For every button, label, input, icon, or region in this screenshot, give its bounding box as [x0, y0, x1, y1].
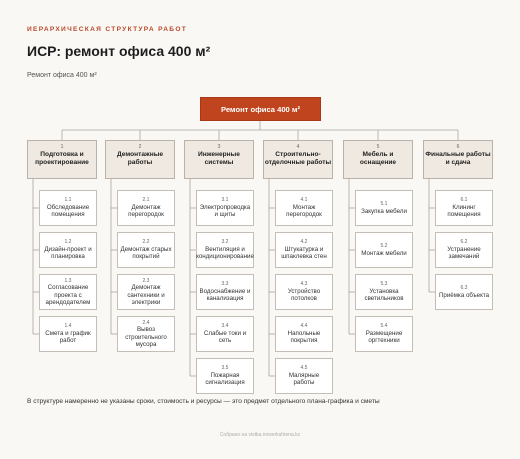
- category-node: [184, 140, 254, 179]
- task-node: [117, 274, 175, 310]
- task-number: 1.2: [64, 239, 72, 246]
- category-number: 5: [376, 144, 380, 150]
- task-node: [196, 232, 254, 268]
- task-node: [435, 232, 493, 268]
- task-label: Напольные покрытия: [287, 329, 321, 345]
- task-number: 2.3: [142, 277, 150, 284]
- task-node: [275, 316, 333, 352]
- category-number: 4: [296, 144, 300, 150]
- task-label: Демонтаж старых покрытий: [120, 245, 172, 261]
- task-number: 2.4: [142, 319, 150, 326]
- task-node: [355, 316, 413, 352]
- category-number: 6: [456, 144, 460, 150]
- category-label: Инженерные системы: [198, 151, 240, 166]
- task-node: [435, 274, 493, 310]
- task-node: [39, 232, 97, 268]
- task-node: [275, 274, 333, 310]
- task-node: [355, 190, 413, 226]
- task-number: 6.2: [460, 239, 468, 246]
- category-node: [27, 140, 97, 179]
- task-node: [196, 190, 254, 226]
- task-number: 4.3: [300, 281, 308, 288]
- task-label: Клининг помещения: [447, 203, 481, 219]
- task-label: Штукатурка и шпаклевка стен: [281, 245, 327, 261]
- task-node: [196, 274, 254, 310]
- task-node: [355, 232, 413, 268]
- task-number: 4.5: [300, 365, 308, 372]
- task-label: Закупка мебели: [361, 207, 407, 215]
- task-number: 5.3: [380, 281, 388, 288]
- task-node: [196, 358, 254, 394]
- task-node: [39, 316, 97, 352]
- task-label: Приёмка объекта: [438, 291, 490, 299]
- task-node: [117, 190, 175, 226]
- task-number: 5.2: [380, 243, 388, 249]
- category-node: [263, 140, 333, 179]
- category-label: Мебель и оснащение: [359, 151, 397, 166]
- task-number: 1.1: [64, 197, 72, 204]
- task-label: Смета и график работ: [45, 329, 91, 345]
- task-node: [435, 190, 493, 226]
- task-label: Демонтаж перегородок: [128, 203, 164, 219]
- task-label: Монтаж мебели: [361, 249, 407, 257]
- category-label: Демонтажные работы: [116, 151, 163, 166]
- task-number: 3.2: [221, 239, 229, 246]
- task-node: [39, 190, 97, 226]
- task-label: Пожарная сигнализация: [205, 371, 245, 387]
- footer-credit: Собрано на vistka.nnwerkshtena.kz: [219, 432, 301, 438]
- task-label: Демонтаж сантехники и электрики: [127, 284, 165, 306]
- task-label: Обследование помещения: [46, 203, 90, 219]
- task-number: 3.4: [221, 323, 229, 330]
- footnote: В структуре намеренно не указаны сроки, стоимость и ресурсы — это предмет отдельного плана-графика и сметы: [27, 398, 380, 405]
- task-number: 3.1: [221, 197, 229, 204]
- task-label: Слабые токи и сеть: [203, 329, 247, 345]
- page-title: ИСР: ремонт офиса 400 м²: [27, 43, 211, 59]
- category-label: Финальные работы и сдача: [425, 151, 491, 166]
- task-number: 4.1: [300, 197, 308, 204]
- task-label: Устройство потолков: [287, 287, 321, 303]
- task-number: 4.4: [300, 323, 308, 330]
- task-label: Малярные работы: [288, 371, 320, 387]
- task-node: [117, 316, 175, 352]
- task-number: 1.3: [64, 277, 72, 284]
- task-number: 3.3: [221, 281, 229, 288]
- page-subtitle: Ремонт офиса 400 м²: [27, 72, 97, 79]
- task-node: [275, 358, 333, 394]
- task-node: [275, 232, 333, 268]
- task-node: [196, 316, 254, 352]
- task-number: 5.1: [380, 201, 388, 207]
- category-number: 2: [138, 144, 142, 150]
- page-kicker: ИЕРАРХИЧЕСКАЯ СТРУКТУРА РАБОТ: [27, 26, 188, 33]
- task-number: 6.3: [460, 285, 468, 291]
- task-label: Устранение замечаний: [447, 245, 481, 261]
- task-label: Размещение оргтехники: [365, 329, 403, 345]
- task-number: 3.5: [221, 365, 229, 372]
- task-node: [117, 232, 175, 268]
- task-number: 2.1: [142, 197, 150, 204]
- task-label: Согласование проекта с арендодателем: [45, 284, 91, 306]
- task-node: [39, 274, 97, 310]
- task-label: Вывоз строительного мусора: [125, 326, 167, 348]
- task-label: Дизайн-проект и планировка: [44, 245, 92, 261]
- category-node: [343, 140, 413, 179]
- task-node: [275, 190, 333, 226]
- task-number: 2.2: [142, 239, 150, 246]
- task-label: Электропроводка и щиты: [199, 203, 251, 219]
- task-label: Вентиляция и кондиционирование: [196, 245, 254, 261]
- task-number: 4.2: [300, 239, 308, 246]
- task-label: Установка светильников: [364, 287, 404, 303]
- task-label: Монтаж перегородок: [286, 203, 322, 219]
- task-number: 5.4: [380, 323, 388, 330]
- category-label: Строительно-отделочные работы: [264, 151, 332, 166]
- category-label: Подготовка и проектирование: [35, 151, 89, 166]
- category-node: [423, 140, 493, 179]
- task-number: 1.4: [64, 323, 72, 330]
- task-label: Водоснабжение и канализация: [199, 287, 251, 303]
- category-node: [105, 140, 175, 179]
- task-node: [355, 274, 413, 310]
- task-number: 6.1: [460, 197, 468, 204]
- category-number: 1: [60, 144, 64, 150]
- category-number: 3: [217, 144, 221, 150]
- root-node: Ремонт офиса 400 м²: [200, 97, 321, 121]
